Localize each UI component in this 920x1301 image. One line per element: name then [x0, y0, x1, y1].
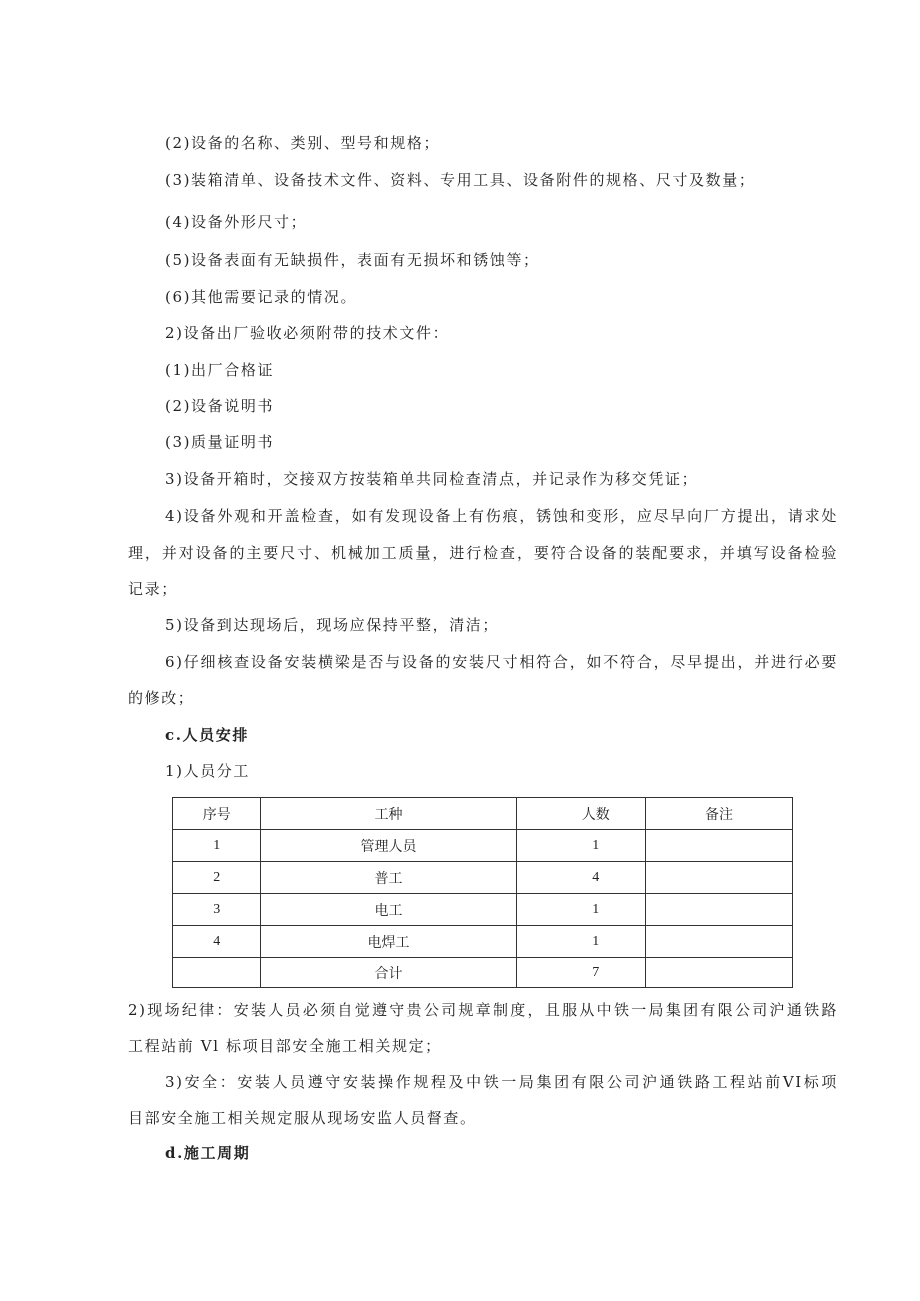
table-cell: 4	[173, 926, 261, 958]
table-cell: 1	[516, 830, 645, 862]
table-row	[173, 926, 793, 958]
section-heading-staffing: c.人员安排	[165, 726, 249, 744]
table-cell: 1	[516, 894, 645, 926]
paragraph-beam-check-line: 的修改；	[128, 689, 195, 707]
paragraph-tech-docs: 2)设备出厂验收必须附带的技术文件：	[165, 324, 450, 342]
table-cell: 1	[516, 926, 645, 958]
table-cell	[173, 958, 261, 988]
paragraph-inspection-line: 记录；	[128, 580, 178, 598]
table-cell: 电焊工	[261, 926, 516, 958]
table-cell: 管理人员	[261, 830, 516, 862]
list-item-manual: (2)设备说明书	[165, 397, 275, 415]
paragraph-site-discipline-line: 工程站前 Vl 标项目部安全施工相关规定；	[128, 1037, 442, 1055]
table-cell	[645, 894, 792, 926]
list-item-other-records: (6)其他需要记录的情况。	[165, 288, 358, 306]
paragraph-safety-line: 目部安全施工相关规定服从现场安监人员督查。	[128, 1109, 477, 1127]
paragraph-safety-line: 3)安全：安装人员遵守安装操作规程及中铁一局集团有限公司沪通铁路工程站前VI标项	[165, 1073, 838, 1091]
table-header-cell: 人数	[516, 798, 645, 830]
subheading-division-of-labor: 1)人员分工	[165, 762, 250, 780]
table-cell	[645, 926, 792, 958]
table-cell: 合计	[261, 958, 516, 988]
list-item-dimensions: (4)设备外形尺寸；	[165, 213, 308, 231]
table-cell: 3	[173, 894, 261, 926]
table-cell	[645, 958, 792, 988]
paragraph-site-arrival: 5)设备到达现场后，现场应保持平整，清洁；	[165, 616, 499, 634]
table-header-cell: 备注	[645, 798, 792, 830]
table-cell: 2	[173, 862, 261, 894]
paragraph-site-discipline-line: 2)现场纪律：安装人员必须自觉遵守贵公司规章制度，且服从中铁一局集团有限公司沪通铁路	[128, 1001, 838, 1019]
table-row	[173, 862, 793, 894]
table-row	[173, 830, 793, 862]
list-item-quality-cert: (3)质量证明书	[165, 433, 275, 451]
list-item-certificate: (1)出厂合格证	[165, 361, 275, 379]
table-cell: 电工	[261, 894, 516, 926]
section-heading-schedule: d.施工周期	[165, 1144, 251, 1162]
table-cell: 普工	[261, 862, 516, 894]
table-header-row	[173, 798, 793, 830]
staff-table	[172, 797, 793, 988]
table-header-cell: 工种	[261, 798, 516, 830]
table-cell: 4	[516, 862, 645, 894]
table-cell	[645, 862, 792, 894]
table-cell: 7	[516, 958, 645, 988]
list-item-surface-check: (5)设备表面有无缺损件，表面有无损坏和锈蚀等；	[165, 251, 540, 269]
table-cell: 1	[173, 830, 261, 862]
table-row	[173, 894, 793, 926]
table-cell	[645, 830, 792, 862]
list-item-equipment-name: (2)设备的名称、类别、型号和规格；	[165, 134, 441, 152]
list-item-packing-list: (3)装箱清单、设备技术文件、资料、专用工具、设备附件的规格、尺寸及数量；	[165, 171, 756, 189]
table-header-cell: 序号	[173, 798, 261, 830]
paragraph-unpacking: 3)设备开箱时，交接双方按装箱单共同检查清点，并记录作为移交凭证；	[165, 470, 699, 488]
paragraph-inspection-line: 4)设备外观和开盖检查，如有发现设备上有伤痕，锈蚀和变形，应尽早向厂方提出，请求处	[165, 507, 838, 525]
paragraph-beam-check-line: 6)仔细核查设备安装横梁是否与设备的安装尺寸相符合，如不符合，尽早提出，并进行必要	[165, 653, 838, 671]
table-total-row	[173, 958, 793, 988]
paragraph-inspection-line: 理，并对设备的主要尺寸、机械加工质量，进行检查，要符合设备的装配要求，并填写设备检验	[128, 544, 838, 562]
